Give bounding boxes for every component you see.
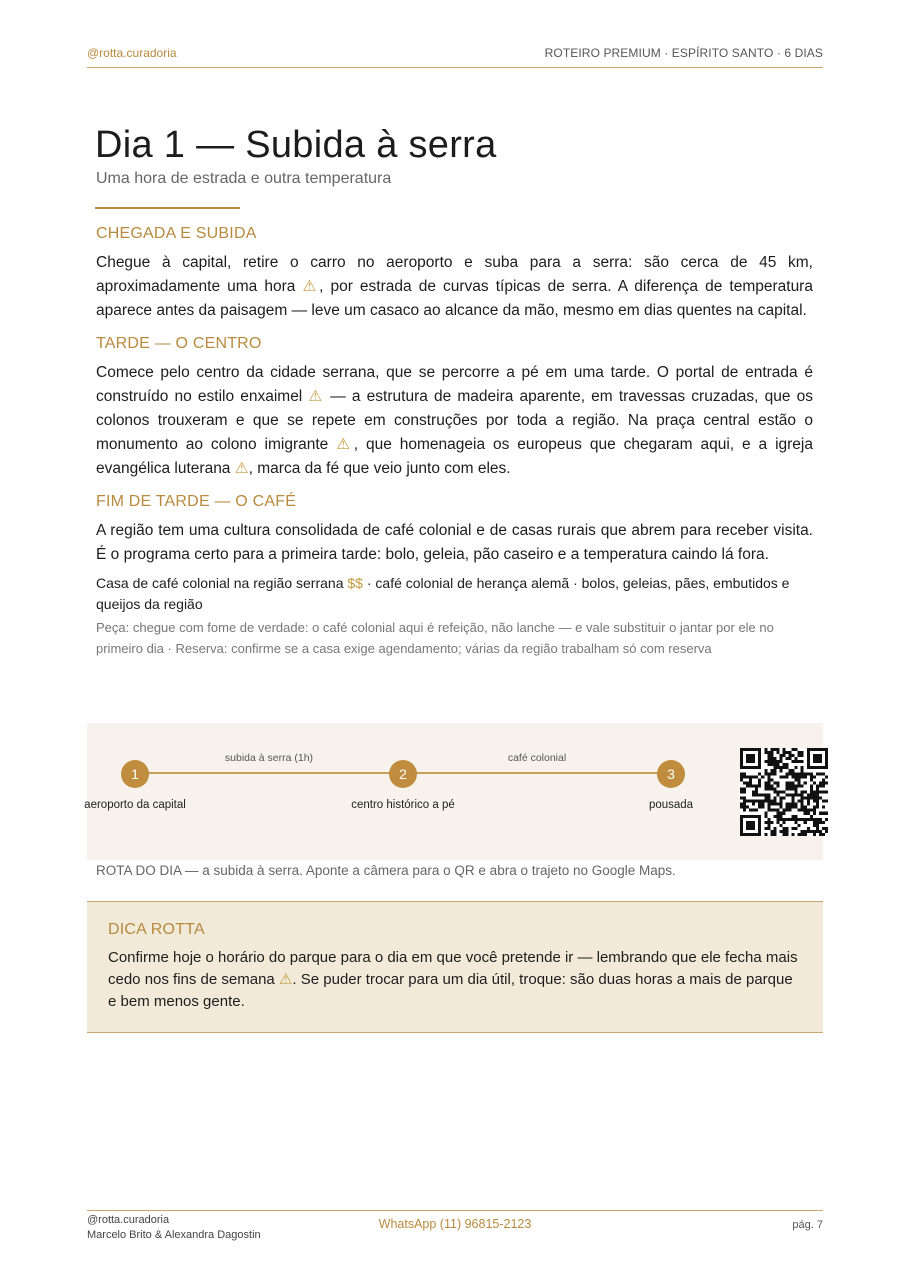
day-title: Dia 1 — Subida à serra bbox=[95, 124, 497, 166]
warning-icon: ⚠ bbox=[278, 971, 293, 988]
section-title-arrival: CHEGADA E SUBIDA bbox=[96, 225, 257, 242]
text-run: . Se puder trocar para um dia útil, troque: são duas horas a mais de parque e bem menos gente. bbox=[108, 971, 793, 1010]
route-stop-label: centro histórico a pé bbox=[351, 799, 455, 811]
warning-icon: ⚠ bbox=[234, 460, 249, 477]
route-segment-label: café colonial bbox=[507, 752, 567, 764]
text-run: , que homenageia os europeus que chegaram aqui, e a igreja evangélica luterana bbox=[96, 436, 813, 477]
section-text-arrival bbox=[96, 251, 813, 323]
footer-authors: Marcelo Brito & Alexandra Dagostin bbox=[87, 1229, 261, 1241]
warning-icon: ⚠ bbox=[336, 436, 354, 453]
qr-code-icon[interactable] bbox=[740, 748, 828, 836]
day-subtitle: Uma hora de estrada e outra temperatura bbox=[96, 170, 392, 187]
section-text-afternoon bbox=[96, 361, 813, 481]
route-stop-label: aeroporto da capital bbox=[84, 799, 186, 811]
warning-icon: ⚠ bbox=[302, 278, 320, 295]
tip-text bbox=[108, 947, 801, 1013]
route-map bbox=[84, 723, 823, 860]
section-title-afternoon: TARDE — O CENTRO bbox=[96, 335, 262, 352]
route-stop-marker: 2 bbox=[389, 760, 417, 788]
route-caption: ROTA DO DIA — a subida à serra. Aponte a câmera para o QR e abra o trajeto no Google Maps. bbox=[96, 863, 676, 878]
venue-description: · café colonial de herança alemã · bolos, geleias, pães, embutidos e queijos da região bbox=[96, 575, 790, 612]
page-header bbox=[87, 46, 823, 68]
document-title: ROTEIRO PREMIUM · ESPÍRITO SANTO · 6 DIAS bbox=[544, 46, 823, 60]
title-underline bbox=[95, 207, 240, 209]
text-run: , por estrada de curvas típicas de serra. A diferença de temperatura aparece antes da paisagem — leve um casaco ao alcance da mão, mesmo em dias quentes na capital. bbox=[96, 278, 813, 319]
route-segment-line bbox=[403, 772, 671, 774]
text-run: Confirme hoje o horário do parque para o dia em que você pretende ir — lembrando que ele fecha mais cedo nos fins de semana bbox=[108, 949, 798, 988]
venue-note: Peça: chegue com fome de verdade: o café colonial aqui é refeição, não lanche — e vale substituir o jantar por ele no primeiro dia · Reserva: confirme se a casa exige agendamento; várias da região trabalham só com reserva bbox=[96, 620, 774, 656]
venue-price: $$ bbox=[347, 575, 363, 591]
day-content bbox=[96, 225, 813, 659]
route-segment-label: subida à serra (1h) bbox=[224, 752, 314, 764]
footer-handle: @rotta.curadoria bbox=[87, 1214, 170, 1226]
tip-title: DICA ROTTA bbox=[108, 921, 205, 938]
warning-icon: ⚠ bbox=[308, 388, 325, 405]
footer-whatsapp[interactable]: WhatsApp (11) 96815-2123 bbox=[378, 1217, 532, 1231]
tip-box bbox=[87, 901, 823, 1033]
venue-name: Casa de café colonial na região serrana bbox=[96, 575, 344, 591]
route-stop-marker: 3 bbox=[657, 760, 685, 788]
text-run: Chegue à capital, retire o carro no aeroporto e suba para a serra: são cerca de 45 km, aproximadamente uma hora bbox=[96, 254, 813, 295]
footer-divider bbox=[87, 1210, 823, 1211]
venue-entry bbox=[96, 573, 813, 615]
text-run: — a estrutura de madeira aparente, em travessas cruzadas, que os colonos trouxeram e que se repete em construções por toda a região. Na praça central estão o monumento ao colono imigrante bbox=[96, 388, 814, 453]
section-title-evening: FIM DE TARDE — O CAFÉ bbox=[96, 493, 297, 510]
text-run: Comece pelo centro da cidade serrana, que se percorre a pé em uma tarde. O portal de entrada é construído no estilo enxaimel bbox=[96, 364, 813, 405]
brand-handle: @rotta.curadoria bbox=[87, 46, 177, 60]
route-stop-label: pousada bbox=[648, 799, 694, 811]
route-stop-marker: 1 bbox=[121, 760, 149, 788]
section-text-evening: A região tem uma cultura consolidada de café colonial e de casas rurais que abrem para receber visita. É o programa certo para a primeira tarde: bolo, geleia, pão caseiro e a temperatura caindo lá fora. bbox=[96, 522, 813, 563]
route-segment-line bbox=[136, 772, 404, 774]
text-run: , marca da fé que veio junto com eles. bbox=[248, 460, 511, 477]
page-number: pág. 7 bbox=[792, 1219, 823, 1231]
